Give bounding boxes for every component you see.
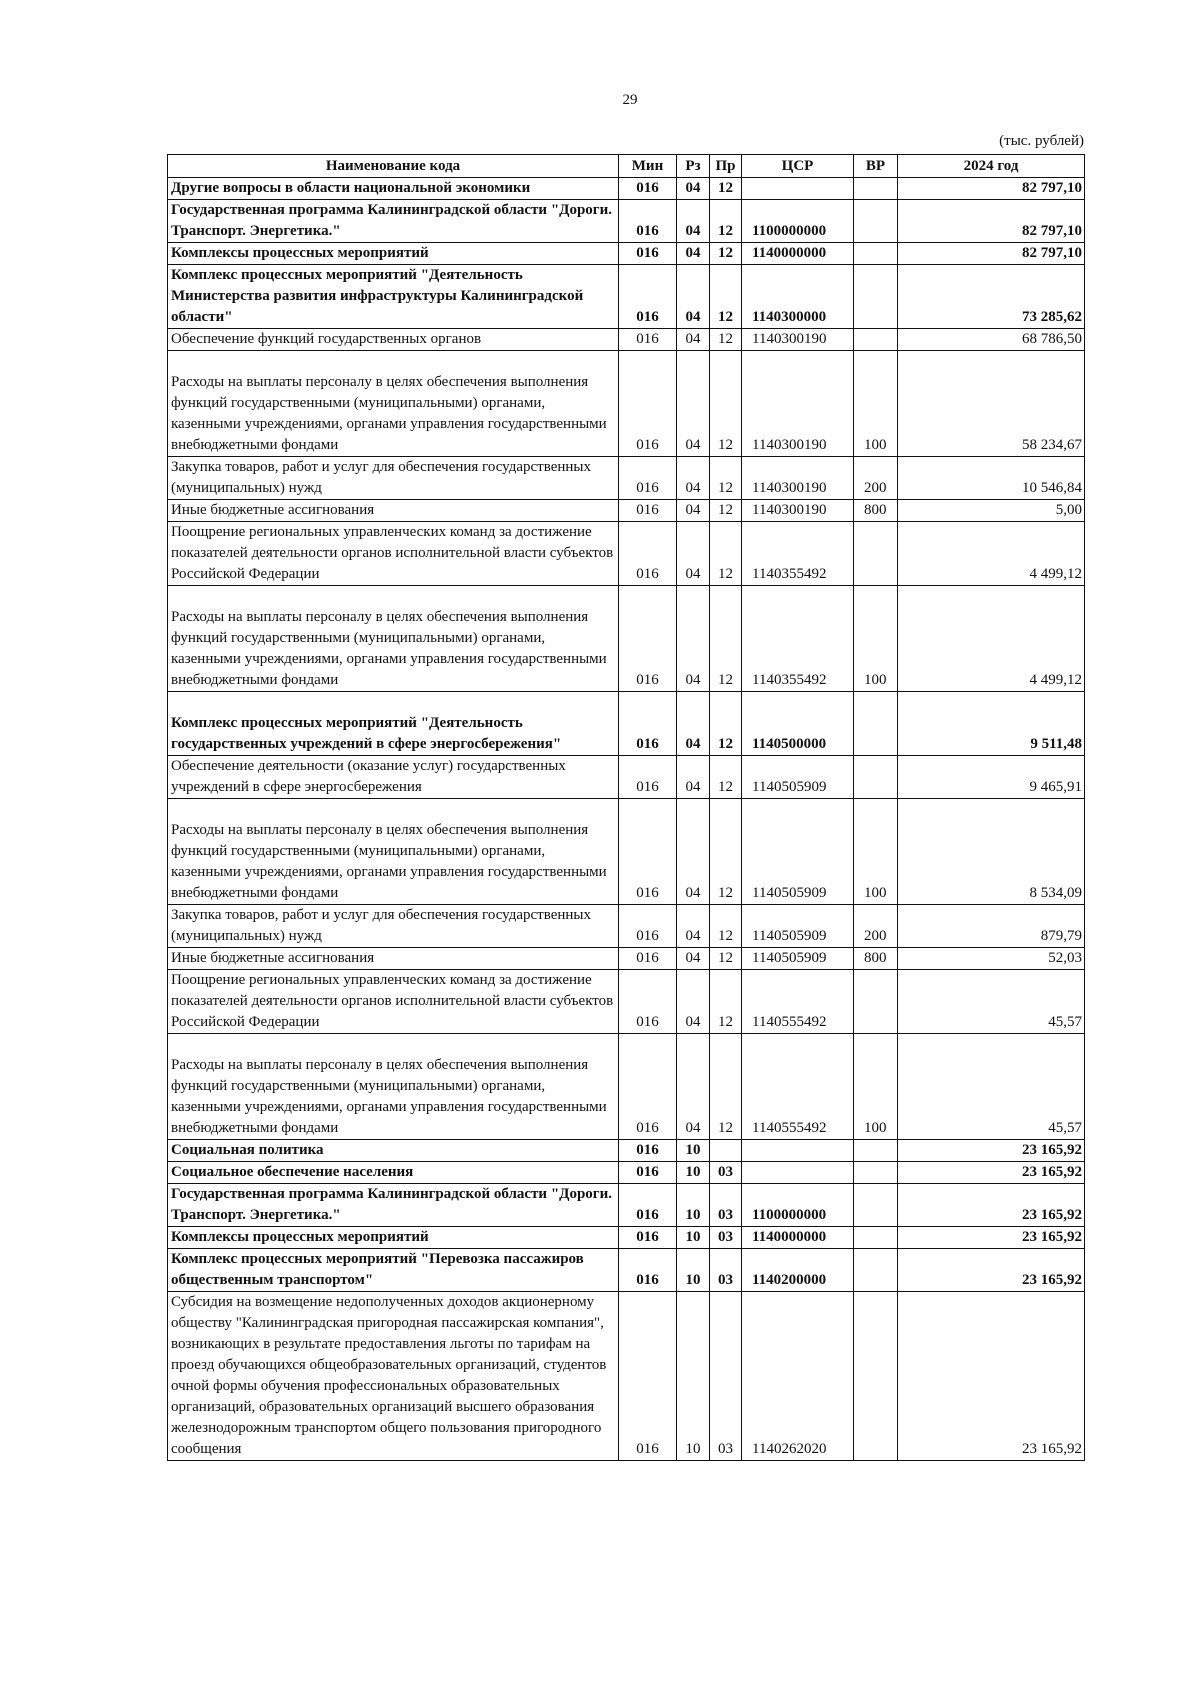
cell-name: Комплексы процессных мероприятий [168,1227,619,1249]
cell-name: Другие вопросы в области национальной экономики [168,178,619,200]
cell-min: 016 [619,351,677,457]
cell-rz: 04 [677,970,710,1034]
cell-min: 016 [619,1140,677,1162]
cell-name: Социальная политика [168,1140,619,1162]
cell-rz: 04 [677,692,710,756]
cell-vr [854,692,898,756]
cell-pr: 12 [710,586,742,692]
cell-name: Закупка товаров, работ и услуг для обеспечения государственных (муниципальных) нужд [168,457,619,500]
cell-pr: 12 [710,265,742,329]
table-row [168,948,1085,970]
cell-pr [710,1140,742,1162]
cell-amount: 23 165,92 [898,1140,1085,1162]
cell-pr: 03 [710,1162,742,1184]
cell-name: Поощрение региональных управленческих команд за достижение показателей деятельности органов исполнительной власти субъектов Российской Федерации [168,522,619,586]
cell-pr: 12 [710,329,742,351]
table-row [168,799,1085,905]
table-row [168,905,1085,948]
table-row [168,1292,1085,1461]
cell-name: Расходы на выплаты персоналу в целях обеспечения выполнения функций государственными (муниципальными) органами, казенными учреждениями, органами управления государственными внебюджетными фондами [168,1034,619,1140]
header-min: Мин [619,155,677,178]
cell-vr [854,1227,898,1249]
cell-pr: 12 [710,756,742,799]
header-pr: Пр [710,155,742,178]
cell-csr: 1140262020 [742,1292,854,1461]
cell-amount: 68 786,50 [898,329,1085,351]
cell-min: 016 [619,200,677,243]
cell-csr: 1100000000 [742,200,854,243]
table-row [168,351,1085,457]
cell-vr: 200 [854,457,898,500]
cell-name: Социальное обеспечение населения [168,1162,619,1184]
cell-pr: 12 [710,948,742,970]
cell-amount: 23 165,92 [898,1227,1085,1249]
table-row [168,1034,1085,1140]
cell-rz: 10 [677,1184,710,1227]
cell-csr: 1140000000 [742,243,854,265]
cell-amount: 45,57 [898,1034,1085,1140]
cell-csr [742,1162,854,1184]
table-row [168,756,1085,799]
cell-min: 016 [619,329,677,351]
cell-vr: 100 [854,1034,898,1140]
cell-rz: 04 [677,351,710,457]
cell-name: Обеспечение деятельности (оказание услуг) государственных учреждений в сфере энергосбережения [168,756,619,799]
cell-min: 016 [619,799,677,905]
cell-csr: 1140555492 [742,970,854,1034]
table-row [168,200,1085,243]
cell-rz: 04 [677,500,710,522]
table-row [168,500,1085,522]
cell-name: Комплекс процессных мероприятий "Перевозка пассажиров общественным транспортом" [168,1249,619,1292]
cell-csr: 1140200000 [742,1249,854,1292]
cell-amount: 58 234,67 [898,351,1085,457]
cell-vr [854,178,898,200]
cell-vr [854,970,898,1034]
cell-min: 016 [619,756,677,799]
table-row [168,265,1085,329]
cell-csr: 1140000000 [742,1227,854,1249]
cell-vr [854,1184,898,1227]
cell-pr: 03 [710,1292,742,1461]
cell-min: 016 [619,457,677,500]
cell-csr: 1140555492 [742,1034,854,1140]
cell-min: 016 [619,948,677,970]
cell-csr: 1140505909 [742,905,854,948]
cell-vr [854,200,898,243]
cell-pr: 12 [710,178,742,200]
cell-min: 016 [619,692,677,756]
cell-name: Обеспечение функций государственных органов [168,329,619,351]
cell-rz: 04 [677,265,710,329]
cell-amount: 82 797,10 [898,200,1085,243]
cell-min: 016 [619,178,677,200]
cell-rz: 04 [677,905,710,948]
header-vr: ВР [854,155,898,178]
cell-name: Комплекс процессных мероприятий "Деятельность Министерства развития инфраструктуры Калининградской области" [168,265,619,329]
cell-min: 016 [619,970,677,1034]
cell-rz: 04 [677,243,710,265]
budget-table [167,154,1085,1461]
cell-min: 016 [619,1249,677,1292]
cell-vr [854,522,898,586]
table-header-row [168,155,1085,178]
units-label: (тыс. рублей) [999,133,1084,149]
cell-pr: 12 [710,522,742,586]
cell-csr: 1140300190 [742,351,854,457]
cell-rz: 04 [677,586,710,692]
cell-rz: 04 [677,178,710,200]
table-row [168,586,1085,692]
header-name: Наименование кода [168,155,619,178]
cell-csr: 1140300190 [742,457,854,500]
cell-name: Расходы на выплаты персоналу в целях обеспечения выполнения функций государственными (муниципальными) органами, казенными учреждениями, органами управления государственными внебюджетными фондами [168,586,619,692]
table-row [168,329,1085,351]
cell-name: Субсидия на возмещение недополученных доходов акционерному обществу "Калининградская пригородная пассажирская компания", возникающих в результате предоставления льготы по тарифам на проезд обучающихся общеобразовательных организаций, студентов очной формы обучения профессиональных образовательных организаций, образовательных организаций высшего образования железнодорожным транспортом общего пользования пригородного сообщения [168,1292,619,1461]
table-row [168,243,1085,265]
cell-min: 016 [619,1034,677,1140]
table-row [168,457,1085,500]
cell-amount: 4 499,12 [898,522,1085,586]
cell-min: 016 [619,1292,677,1461]
cell-name: Комплексы процессных мероприятий [168,243,619,265]
cell-amount: 23 165,92 [898,1162,1085,1184]
page-number: 29 [622,92,638,108]
cell-pr: 12 [710,799,742,905]
cell-rz: 04 [677,457,710,500]
header-amount: 2024 год [898,155,1085,178]
cell-csr: 1140505909 [742,756,854,799]
cell-vr [854,1292,898,1461]
cell-rz: 10 [677,1162,710,1184]
cell-vr [854,1140,898,1162]
cell-rz: 10 [677,1249,710,1292]
cell-rz: 04 [677,1034,710,1140]
table-row [168,970,1085,1034]
cell-csr: 1140355492 [742,586,854,692]
table-row [168,692,1085,756]
cell-rz: 04 [677,799,710,905]
cell-rz: 10 [677,1140,710,1162]
cell-vr: 100 [854,586,898,692]
table-row [168,178,1085,200]
cell-pr: 12 [710,200,742,243]
cell-csr: 1140300000 [742,265,854,329]
cell-name: Расходы на выплаты персоналу в целях обеспечения выполнения функций государственными (муниципальными) органами, казенными учреждениями, органами управления государственными внебюджетными фондами [168,799,619,905]
cell-name: Закупка товаров, работ и услуг для обеспечения государственных (муниципальных) нужд [168,905,619,948]
cell-name: Государственная программа Калининградской области "Дороги. Транспорт. Энергетика." [168,200,619,243]
cell-csr: 1140505909 [742,948,854,970]
cell-vr [854,329,898,351]
cell-vr: 200 [854,905,898,948]
cell-amount: 23 165,92 [898,1292,1085,1461]
cell-rz: 04 [677,522,710,586]
cell-csr [742,1140,854,1162]
cell-min: 016 [619,243,677,265]
cell-amount: 8 534,09 [898,799,1085,905]
cell-min: 016 [619,586,677,692]
cell-vr [854,265,898,329]
cell-name: Комплекс процессных мероприятий "Деятельность государственных учреждений в сфере энергосбережения" [168,692,619,756]
cell-pr: 12 [710,905,742,948]
cell-amount: 5,00 [898,500,1085,522]
cell-min: 016 [619,500,677,522]
table-row [168,1140,1085,1162]
cell-pr: 03 [710,1184,742,1227]
table-row [168,1249,1085,1292]
cell-name: Иные бюджетные ассигнования [168,500,619,522]
cell-vr [854,1162,898,1184]
cell-rz: 04 [677,756,710,799]
cell-vr [854,1249,898,1292]
cell-amount: 23 165,92 [898,1249,1085,1292]
cell-name: Иные бюджетные ассигнования [168,948,619,970]
cell-name: Государственная программа Калининградской области "Дороги. Транспорт. Энергетика." [168,1184,619,1227]
cell-pr: 12 [710,457,742,500]
cell-min: 016 [619,905,677,948]
cell-pr: 03 [710,1227,742,1249]
cell-csr: 1140505909 [742,799,854,905]
cell-vr: 800 [854,500,898,522]
cell-vr: 100 [854,799,898,905]
cell-csr: 1100000000 [742,1184,854,1227]
cell-pr: 12 [710,351,742,457]
cell-amount: 9 511,48 [898,692,1085,756]
cell-amount: 10 546,84 [898,457,1085,500]
header-rz: Рз [677,155,710,178]
cell-rz: 10 [677,1227,710,1249]
cell-pr: 12 [710,1034,742,1140]
cell-pr: 12 [710,243,742,265]
cell-amount: 82 797,10 [898,178,1085,200]
cell-amount: 45,57 [898,970,1085,1034]
cell-csr: 1140300190 [742,500,854,522]
cell-amount: 879,79 [898,905,1085,948]
cell-min: 016 [619,1227,677,1249]
cell-csr: 1140300190 [742,329,854,351]
cell-pr: 03 [710,1249,742,1292]
cell-vr: 100 [854,351,898,457]
cell-amount: 52,03 [898,948,1085,970]
table-row [168,1184,1085,1227]
cell-vr: 800 [854,948,898,970]
cell-min: 016 [619,1162,677,1184]
cell-csr: 1140500000 [742,692,854,756]
cell-min: 016 [619,265,677,329]
cell-pr: 12 [710,500,742,522]
cell-vr [854,243,898,265]
cell-amount: 73 285,62 [898,265,1085,329]
header-csr: ЦСР [742,155,854,178]
cell-amount: 4 499,12 [898,586,1085,692]
table-row [168,522,1085,586]
cell-amount: 23 165,92 [898,1184,1085,1227]
cell-rz: 04 [677,200,710,243]
cell-pr: 12 [710,692,742,756]
cell-amount: 9 465,91 [898,756,1085,799]
cell-rz: 04 [677,329,710,351]
cell-min: 016 [619,522,677,586]
cell-rz: 04 [677,948,710,970]
cell-csr: 1140355492 [742,522,854,586]
table-row [168,1227,1085,1249]
cell-csr [742,178,854,200]
cell-vr [854,756,898,799]
cell-name: Поощрение региональных управленческих команд за достижение показателей деятельности органов исполнительной власти субъектов Российской Федерации [168,970,619,1034]
table-row [168,1162,1085,1184]
cell-rz: 10 [677,1292,710,1461]
cell-name: Расходы на выплаты персоналу в целях обеспечения выполнения функций государственными (муниципальными) органами, казенными учреждениями, органами управления государственными внебюджетными фондами [168,351,619,457]
table-body [168,178,1085,1461]
cell-min: 016 [619,1184,677,1227]
cell-pr: 12 [710,970,742,1034]
cell-amount: 82 797,10 [898,243,1085,265]
